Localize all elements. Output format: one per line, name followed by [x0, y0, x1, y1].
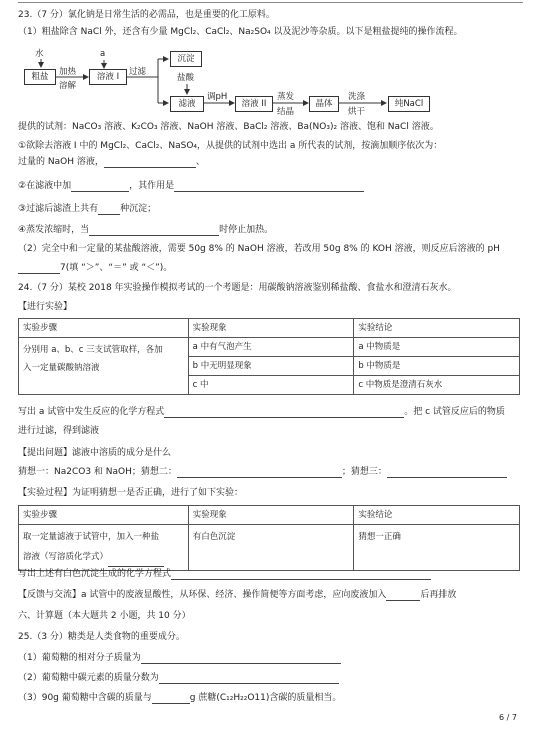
part2-text: （2）完全中和一定量的某盐酸溶液，需要 50g 8% 的 NaOH 溶液，若改用 50g 8% 的 KOH 溶液，则反应后溶液的 pH	[18, 244, 500, 254]
step3-text-a: ③过滤后滤渣上共有	[18, 204, 99, 214]
step1-given: 过量的 NaOH 溶液，	[18, 157, 104, 167]
white-ppt-text: 写出上述有白色沉淀生成的化学方程式	[18, 569, 172, 579]
q23-header: 23.（7 分）氯化钠是日常生活的必需品，也是重要的化工原料。	[18, 10, 275, 20]
q25-c2-text: （2）葡萄糖中碳元素的质量分数为	[18, 673, 159, 683]
table-header-cell: 实验步骤	[19, 506, 189, 525]
step1-text: ①欲除去溶液 I 中的 MgCl₂、CaCl₂、NaSO₄，从提供的试剂中选出 a 所代表的试剂，按滴加顺序依次为：	[18, 141, 443, 151]
feedback-text: 【反馈与交流】a 试管中的废液显酸性，从环保、经济、操作简便等方面考虑，应向废液加入	[18, 590, 387, 600]
equation-a-blank[interactable]	[164, 407, 404, 418]
feedback-tail: 后再排放	[420, 590, 457, 600]
step2-text-a: ②在滤液中加	[18, 181, 72, 191]
white-ppt-blank[interactable]	[171, 569, 431, 580]
table-row	[19, 338, 520, 357]
table-header-cell: 实验结论	[354, 506, 520, 525]
table1-step-cell	[19, 338, 189, 395]
table2-step-text: 溶液（写溶质化学式）	[23, 552, 109, 562]
q25-header: 25.（3 分）糖类是人类食物的重要成分。	[18, 632, 185, 642]
feedback-line	[18, 589, 456, 601]
page-number: 6 / 7	[499, 713, 517, 722]
reagents-list: 提供的试剂：NaCO₃ 溶液、K₂CO₃ 溶液、NaOH 溶液、BaCl₂ 溶液、Ba(NO₃)₂ 溶液、饱和 NaCl 溶液。	[18, 122, 439, 132]
process-title: 【实验过程】为证明猜想一是否正确，进行了如下实验：	[18, 488, 244, 498]
step3-line	[18, 203, 156, 215]
crude-salt-box: 粗盐	[24, 69, 56, 85]
guess-3-blank[interactable]	[387, 467, 507, 478]
q25-c3-blank[interactable]	[152, 693, 190, 704]
experiment-table	[18, 318, 520, 395]
table1-step-line: 分别用 a、b、c 三支试管取样，各加	[23, 345, 163, 355]
table1-step-line: 入一定量碳酸钠溶液	[23, 363, 100, 373]
table-cell: 有白色沉淀	[188, 525, 354, 571]
q25-c1-line	[18, 652, 341, 664]
guess-3-text: ；猜想三：	[341, 467, 387, 477]
q25-c2-blank[interactable]	[159, 673, 339, 684]
evaporate-label: 蒸发	[277, 92, 295, 102]
adjust-ph-label: 调pH	[207, 92, 228, 102]
feedback-blank[interactable]	[386, 590, 420, 601]
equation-a-tail: 。把 c 试管反应后的物质	[404, 407, 505, 417]
table-header-cell: 实验现象	[188, 319, 354, 338]
step4-blank[interactable]	[89, 225, 219, 236]
table-cell: c 中物质是澄清石灰水	[354, 376, 520, 395]
white-ppt-line	[18, 568, 431, 580]
table-header-cell: 实验结论	[354, 319, 520, 338]
part2-hint: 7(填 “＞”、“＝” 或 “＜”)。	[60, 263, 173, 273]
verification-table	[18, 505, 520, 571]
filtrate-text: 进行过滤，得到滤液	[18, 426, 100, 436]
step2-line	[18, 180, 364, 192]
wash-label: 洗涤	[348, 92, 366, 102]
table2-step-cell	[19, 525, 189, 571]
guess-1-text: 猜想一：Na2CO3 和 NaOH；猜想二：	[18, 467, 177, 477]
reagent-a-label: a	[100, 49, 106, 59]
pure-nacl-box: 纯NaCl	[388, 96, 430, 112]
q23-part1: （1）粗盐除含 NaCl 外，还含有少量 MgCl₂、CaCl₂、Na₂SO₄ 以及泥沙等杂质。以下是粗盐提纯的操作流程。	[18, 27, 463, 37]
hcl-label: 盐酸	[177, 73, 195, 83]
precipitate-box: 沉淀	[170, 51, 202, 67]
step4-text-a: ④蒸发浓缩时，当	[18, 225, 90, 235]
step4-text-b: 时停止加热。	[219, 225, 274, 235]
q25-c3-tail: g 蔗糖(C₁₂H₂₂O11)含碳的质量相当。	[189, 693, 342, 703]
table-cell[interactable]: b 中物质是	[354, 357, 520, 376]
step3-text-b: 种沉淀；	[120, 204, 157, 214]
table2-step-line2	[23, 547, 184, 567]
guesses-line	[18, 466, 507, 478]
table-row	[19, 525, 520, 571]
q24-header: 24.（7 分）某校 2018 年实验操作模拟考试的一个考题是：用碳酸钠溶液鉴别稀盐酸、食盐水和澄清石灰水。	[18, 283, 457, 293]
part2-blank[interactable]	[18, 263, 60, 274]
step1-blank-1[interactable]	[104, 157, 196, 168]
solution2-box: 溶液 II	[235, 96, 273, 112]
water-label: 水	[35, 49, 44, 59]
table-cell: b 中无明显现象	[188, 357, 354, 376]
table-header-row	[19, 319, 520, 338]
step1-separator: 、	[195, 157, 205, 167]
q25-c3-line	[18, 692, 341, 704]
filtrate-box: 滤液	[170, 96, 204, 112]
heat-label: 加热	[59, 67, 77, 77]
dry-label: 烘干	[348, 107, 366, 117]
section-6-title: 六、计算题（本大题共 2 小题，共 10 分）	[18, 611, 191, 621]
q25-c3-text: （3）90g 葡萄糖中含碳的质量与	[18, 693, 152, 703]
question-title: 【提出问题】滤液中溶质的成分是什么	[18, 448, 172, 458]
q25-c1-text: （1）葡萄糖的相对分子质量为	[18, 653, 141, 663]
table-header-cell: 实验现象	[188, 506, 354, 525]
step2-blank-1[interactable]	[71, 181, 129, 192]
table2-step-line: 取一定量滤液于试管中，加入一种盐	[23, 532, 160, 542]
guess-2-blank[interactable]	[177, 467, 342, 478]
q25-c2-line	[18, 672, 339, 684]
crystallize-label: 结晶	[277, 107, 295, 117]
q25-c1-blank[interactable]	[141, 653, 341, 664]
part2-answer-line	[18, 262, 172, 274]
dissolve-label: 溶解	[59, 81, 77, 91]
crystal-box: 晶体	[309, 96, 339, 112]
step3-blank[interactable]	[98, 204, 120, 215]
step4-line	[18, 224, 273, 236]
step2-blank-2[interactable]	[174, 181, 364, 192]
table-header-row	[19, 506, 520, 525]
salt-formula-blank[interactable]	[108, 556, 164, 567]
filter-label: 过滤	[129, 67, 147, 77]
q24-experiment-title: 【进行实验】	[18, 302, 73, 312]
equation-a-text: 写出 a 试管中发生反应的化学方程式	[18, 407, 165, 417]
table-cell: a 中有气泡产生	[188, 338, 354, 357]
table-header-cell: 实验步骤	[19, 319, 189, 338]
table-cell: 猜想一正确	[354, 525, 520, 571]
step1-answer-line	[18, 156, 205, 168]
step2-text-b: ，其作用是	[129, 181, 175, 191]
solution1-box: 溶液 I	[89, 69, 127, 85]
equation-a-line	[18, 406, 505, 418]
table-cell[interactable]: a 中物质是	[354, 338, 520, 357]
table-cell[interactable]: c 中	[188, 376, 354, 395]
